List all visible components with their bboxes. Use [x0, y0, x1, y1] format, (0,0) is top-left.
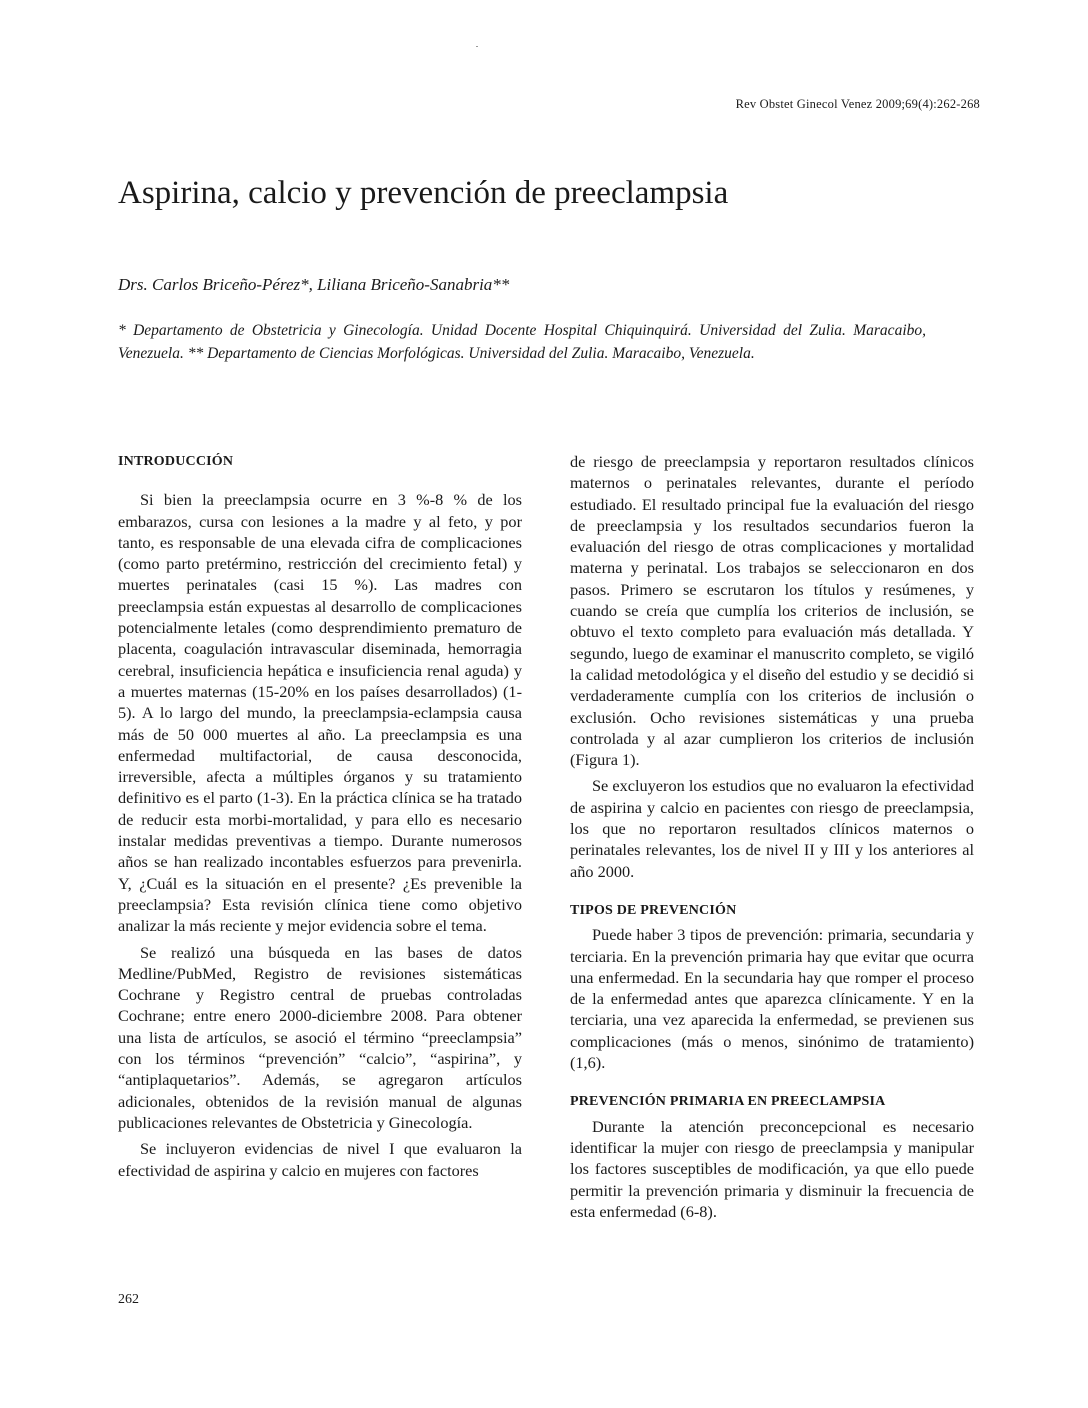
paragraph-intro-1: Si bien la preeclampsia ocurre en 3 %-8 % de los embarazos, cursa con lesiones a la madre y al feto, y por tanto, es responsable de una elevada cifra de complicaciones (como parto pretérmino, restricción del crecimiento fetal) y muertes perinatales (casi 15 %). Las madres con preeclampsia están expuestas al desarrollo de complicaciones potencialmente letales (como desprendimiento prematuro de placenta, coagulación intravascular diseminada, hemorragia cerebral, insuficiencia hepática e insuficiencia renal aguda) y a muertes maternas (15-20% en los países desarrollados) (1-5). A lo largo del mundo, la preeclampsia-eclampsia causa más de 50 000 muertes al año. La preeclampsia es una enfermedad multifactorial, de causa desconocida, irreversible, afecta a múltiples órganos y su tratamiento definitivo es el parto (1-3). En la práctica clínica se ha tratado de reducir esta morbi-mortalidad, y para ello es necesario instalar medidas preventivas a tiempo. Durante numerosos años se han realizado incontables esfuerzos para prevenirla. Y, ¿Cuál es la situación en el presente? ¿Es prevenible la preeclampsia? Esta revisión clínica tiene como objetivo analizar la más reciente y mejor evidencia sobre el tema.	[118, 490, 522, 936]
section-heading-tipos: TIPOS DE PREVENCIÓN	[570, 902, 737, 918]
section-heading-introduccion: INTRODUCCIÓN	[118, 454, 234, 469]
paragraph-tipos: Puede haber 3 tipos de prevención: primaria, secundaria y terciaria. En la prevención primaria hay que evitar que ocurra una enfermedad. En la secundaria hay que romper el proceso de la enfermedad antes que aparezca clínicamente. Y en la terciaria, una vez aparecida la enfermedad, se previenen sus complicaciones (más o menos, sinónimo de tratamiento) (1,6).	[570, 925, 974, 1073]
paragraph-primaria: Durante la atención preconcepcional es necesario identificar la mujer con riesgo de preeclampsia y manipular los factores susceptibles de modificación, ya que ello puede permitir la prevención primaria y disminuir la frecuencia de esta enfermedad (6-8).	[570, 1116, 974, 1221]
affiliations: * Departamento de Obstetricia y Ginecología. Unidad Docente Hospital Chiquinquirá. Universidad del Zulia. Maracaibo, Venezuela. ** Departamento de Ciencias Morfológicas. Universidad del Zulia. Maracaibo, Venezuela.	[118, 322, 926, 362]
paragraph-intro-3: Se incluyeron evidencias de nivel I que evaluaron la efectividad de aspirina y calcio en mujeres con factores	[118, 1139, 522, 1180]
page-number: 262	[118, 1292, 139, 1307]
section-heading-primaria: PREVENCIÓN PRIMARIA EN PREECLAMPSIA	[570, 1094, 886, 1110]
paragraph-intro-2: Se realizó una búsqueda en las bases de datos Medline/PubMed, Registro de revisiones sistemáticas Cochrane y Registro central de pruebas controladas Cochrane; entre enero 2000-diciembre 2008. Para obtener una lista de artículos, se asoció el término “preeclampsia” con los términos “prevención” “calcio”, “aspirina”, y “antiplaquetarios”. Además, se agregaron artículos adicionales, obtenidos de la revisión manual de algunas publicaciones relevantes de Obstetricia y Ginecología.	[118, 942, 522, 1132]
article-title: Aspirina, calcio y prevención de preeclampsia	[118, 175, 729, 211]
right-column	[570, 451, 974, 1222]
scan-speck	[476, 46, 478, 47]
left-column	[118, 451, 522, 1181]
journal-reference: Rev Obstet Ginecol Venez 2009;69(4):262-268	[735, 97, 980, 111]
paragraph-exclusion: Se excluyeron los estudios que no evaluaron la efectividad de aspirina y calcio en pacientes con riesgo de preeclampsia, los que no reportaron resultados clínicos maternos o perinatales relevantes, los de nivel II y III y los anteriores al año 2000.	[570, 776, 974, 881]
authors-line: Drs. Carlos Briceño-Pérez*, Liliana Briceño-Sanabria**	[118, 275, 510, 294]
paragraph-continuation: de riesgo de preeclampsia y reportaron resultados clínicos maternos o perinatales relevantes, durante el período estudiado. El resultado principal fue la evaluación del riesgo de preeclampsia y los resultados secundarios fueron la evaluación del riesgo de otras complicaciones y mortalidad materna y perinatal. Los trabajos se seleccionaron en dos pasos. Primero se escrutaron los títulos y resúmenes, y cuando se creía que cumplía los criterios de inclusión, se obtuvo el texto completo para evaluación más detallada. Y segundo, luego de examinar el manuscrito completo, se vigiló la calidad metodológica y el diseño del estudio y se decidió si verdaderamente cumplía con los criterios de inclusión o exclusión. Ocho revisiones sistemáticas y una prueba controlada y al azar cumplieron los criterios de inclusión (Figura 1).	[570, 452, 974, 770]
